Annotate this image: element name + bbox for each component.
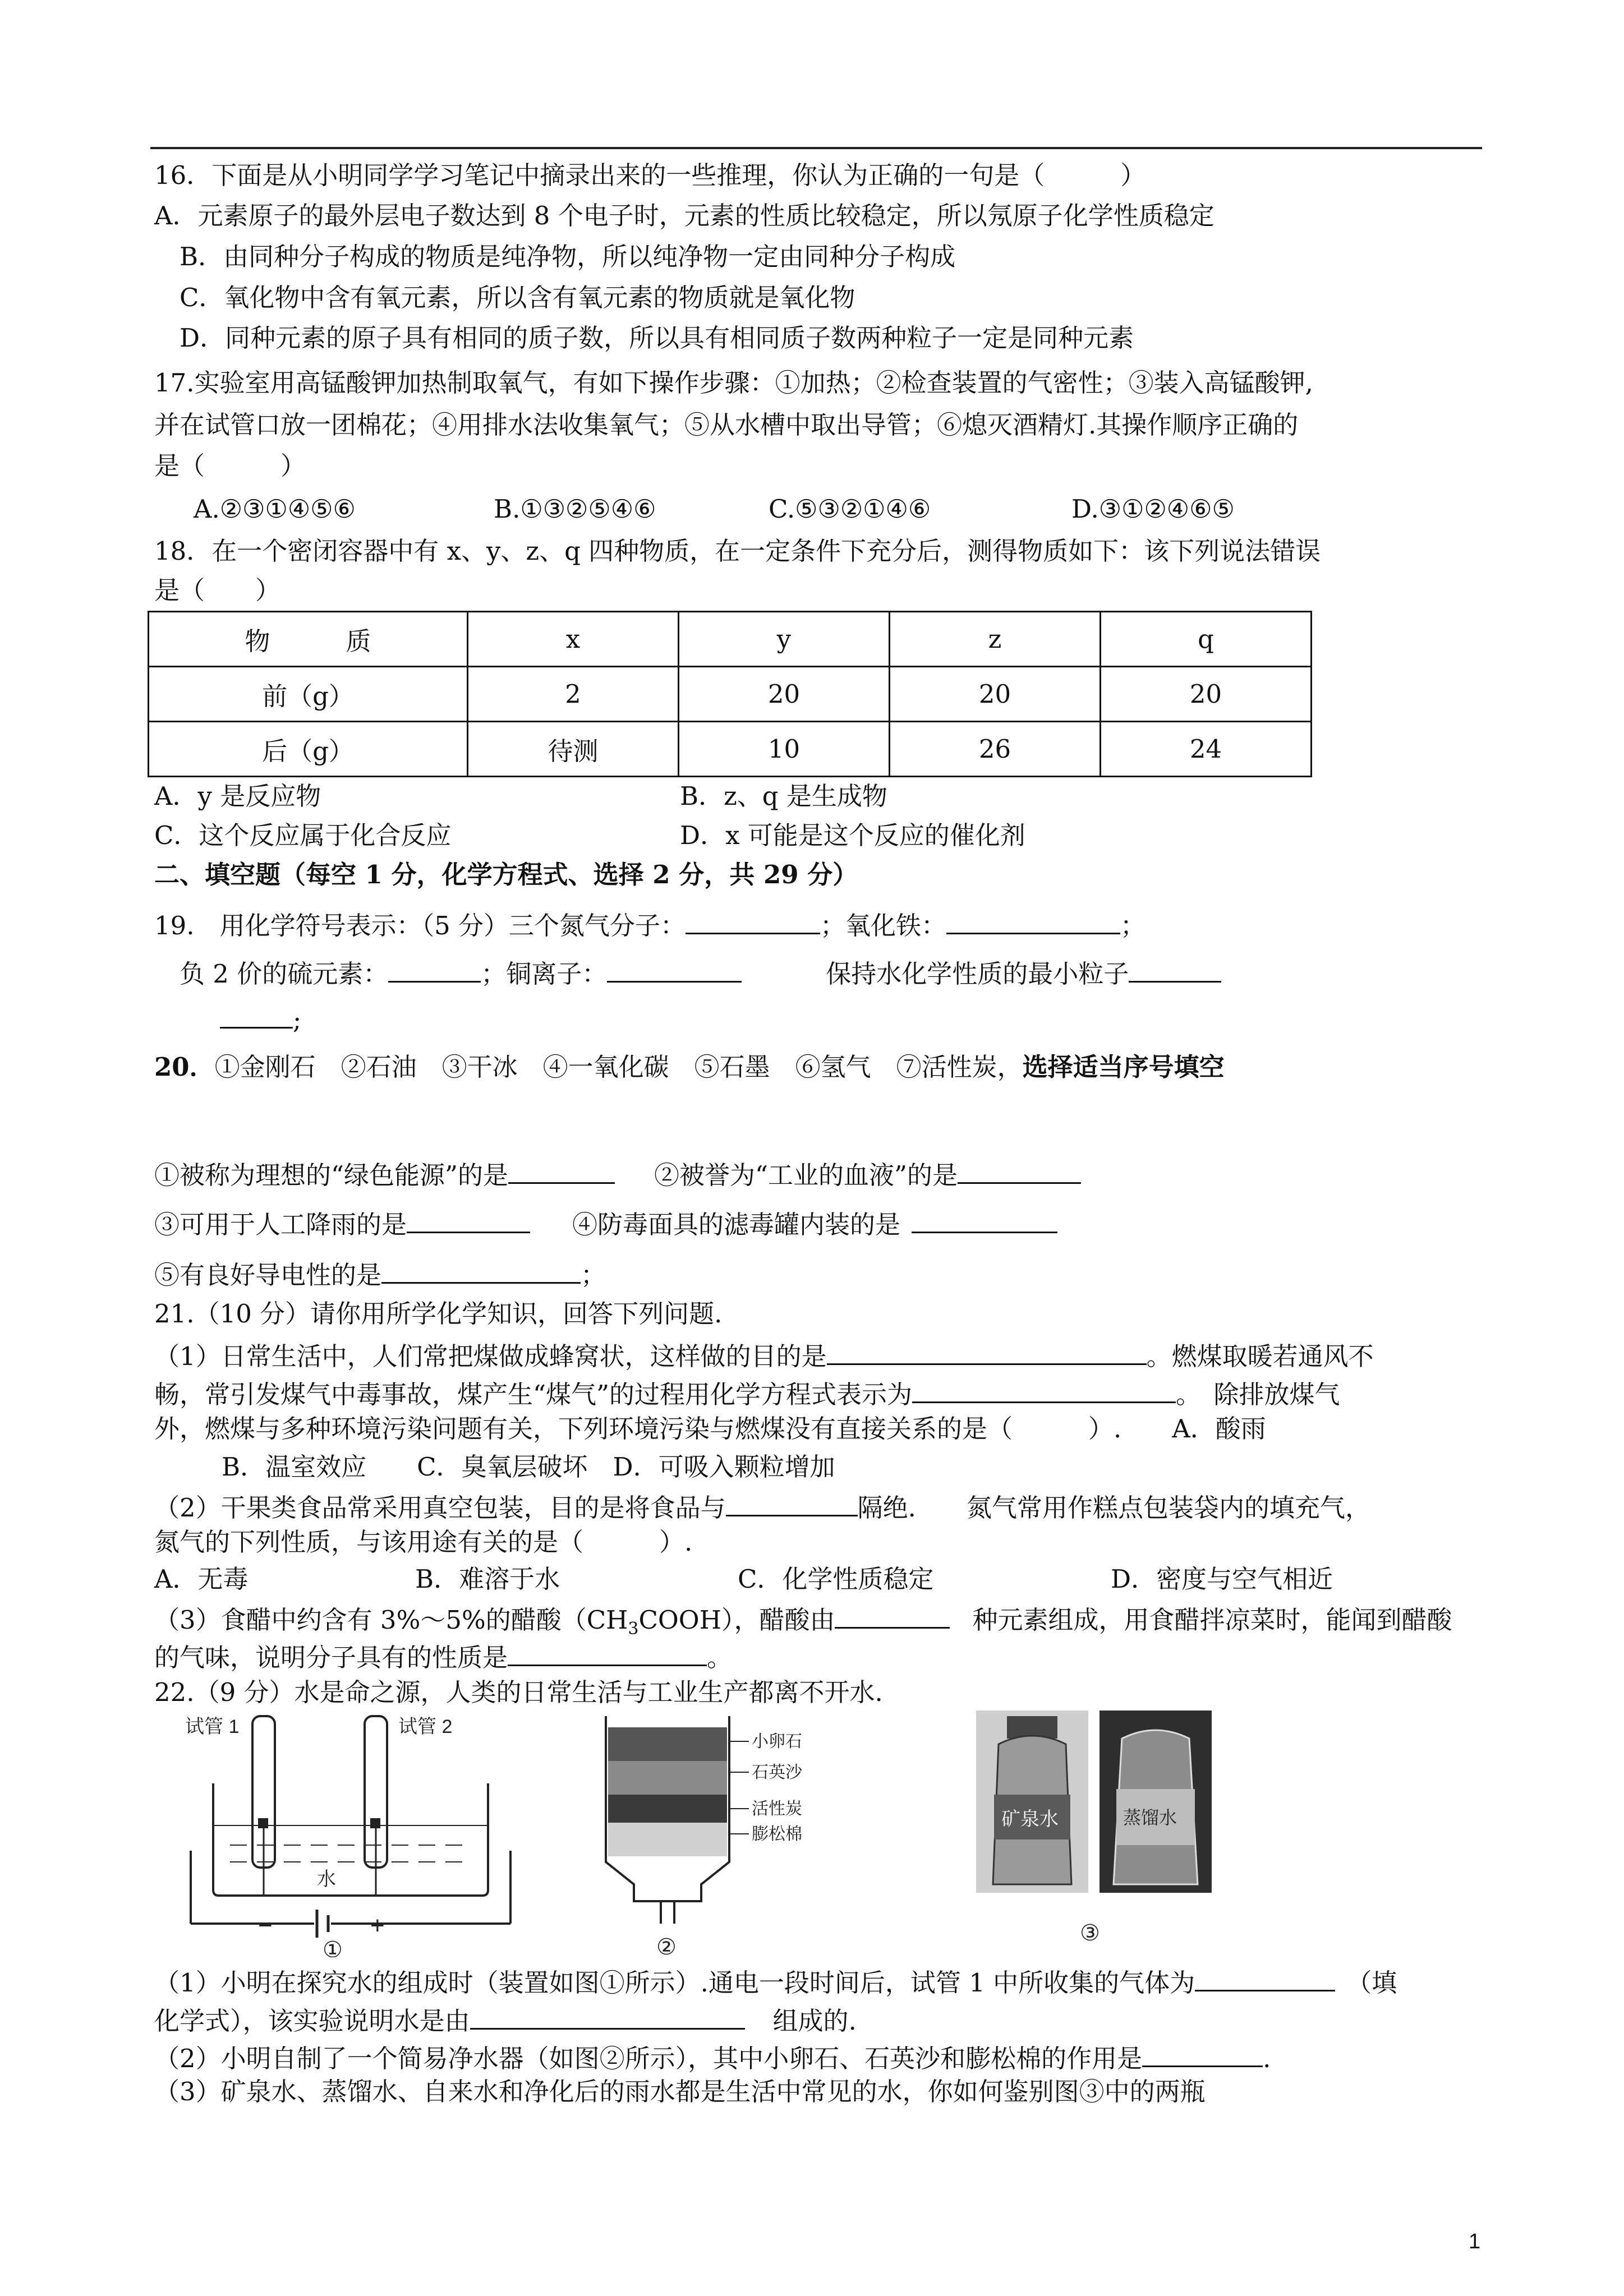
figure-3-label: ③ <box>1080 1921 1100 1945</box>
q22-line3 <box>154 2040 1271 2074</box>
q20-item-3: ③可用于人工降雨的是 <box>154 1210 407 1239</box>
q20-number: 20． <box>154 1052 215 1082</box>
q22-text: . <box>1263 2044 1271 2073</box>
q21-text: 种元素组成，用食醋拌凉菜时，能闻到醋酸 <box>972 1605 1452 1635</box>
answer-blank[interactable] <box>946 907 1120 934</box>
q19-text: ； <box>1120 911 1146 940</box>
figure-1-label: ① <box>323 1938 343 1957</box>
q20-item-2: ②被誉为“工业的血液”的是 <box>654 1160 958 1190</box>
q21-text: 隔绝. 氮气常用作糕点包装袋内的填充气， <box>857 1493 1370 1523</box>
q21-line9 <box>154 1639 732 1673</box>
q17-stem-line3: 是（ ） <box>154 451 306 481</box>
q21-text: 的气味，说明分子具有的性质是 <box>154 1643 508 1672</box>
answer-blank[interactable] <box>912 1206 1057 1233</box>
q22-text: （填 <box>1346 1968 1397 1998</box>
table-cell: 后（g） <box>149 722 468 777</box>
q20-text: ； <box>581 1260 606 1290</box>
q19-line3 <box>220 1001 301 1036</box>
table-cell: 2 <box>468 667 679 722</box>
q20-item-1: ①被称为理想的“绿色能源”的是 <box>154 1160 509 1190</box>
q21-line3: 外，燃煤与多种环境污染问题有关，下列环境污染与燃煤没有直接关系的是（ ）. A．酸雨 <box>154 1414 1266 1444</box>
q16-option-b: B．由同种分子构成的物质是纯净物，所以纯净物一定由同种分子构成 <box>180 242 956 271</box>
q21-option-b: B．难溶于水 <box>415 1564 560 1594</box>
q17-option-c: C.⑤③②①④⑥ <box>769 494 931 524</box>
pebble-layer <box>608 1727 727 1761</box>
water-label: 水 <box>317 1869 336 1890</box>
quartz-sand-layer <box>608 1761 727 1795</box>
q17-stem-line1: 17.实验室用高锰酸钾加热制取氧气，有如下操作步骤：①加热；②检查装置的气密性；③装入高锰酸钾, <box>154 368 1313 398</box>
q21-text: （1）日常生活中，人们常把煤做成蜂窝状，这样做的目的是 <box>154 1341 827 1371</box>
water-purifier-figure <box>595 1716 825 1957</box>
q21-line6: 氮气的下列性质，与该用途有关的是（ ）. <box>154 1527 693 1557</box>
q18-stem-line1: 18．在一个密闭容器中有 x、y、z、q 四种物质，在一定条件下充分后，测得物质如下：该下列说法错误 <box>154 536 1321 566</box>
q17-option-a: A.②③①④⑤⑥ <box>194 494 356 524</box>
q22-text: （2）小明自制了一个简易净水器（如图②所示），其中小卵石、石英沙和膨松棉的作用是 <box>154 2044 1143 2073</box>
q16-option-d: D．同种元素的原子具有相同的质子数，所以具有相同质子数两种粒子一定是同种元素 <box>180 323 1134 353</box>
cotton-layer <box>608 1823 727 1856</box>
answer-blank[interactable] <box>726 1489 858 1516</box>
answer-blank[interactable] <box>1142 2040 1263 2067</box>
q20-item-4: ④防毒面具的滤毒罐内装的是 <box>572 1210 901 1239</box>
table-cell: 24 <box>1101 722 1312 777</box>
q21-text: （3）食醋中约含有 3%～5%的醋酸（CH <box>154 1605 628 1635</box>
activated-carbon-label: 活性炭 <box>752 1800 802 1818</box>
q19-text: ；氧化铁： <box>820 911 947 940</box>
tube-1-label: 试管 1 <box>185 1716 240 1737</box>
answer-blank[interactable] <box>835 1601 950 1629</box>
answer-blank[interactable] <box>912 1376 1176 1403</box>
q16-stem: 16．下面是从小明同学学习笔记中摘录出来的一些推理，你认为正确的一句是（ ） <box>154 160 1146 190</box>
section-heading: 二、填空题（每空 1 分，化学方程式、选择 2 分，共 29 分） <box>154 860 858 889</box>
table-cell: 20 <box>890 667 1101 722</box>
answer-blank[interactable] <box>958 1156 1081 1184</box>
answer-blank[interactable] <box>508 1639 707 1666</box>
q21-text: 。 <box>707 1643 733 1672</box>
q18-data-table <box>148 611 1312 777</box>
q18-option-a: A．y 是反应物 <box>154 781 321 811</box>
q21-text: COOH），醋酸由 <box>638 1605 835 1635</box>
table-header-cell: x <box>468 612 679 667</box>
q18-option-d: D．x 可能是这个反应的催化剂 <box>680 820 1025 850</box>
answer-blank[interactable] <box>381 1256 581 1284</box>
q19-text: 19. 用化学符号表示：（5 分）三个氮气分子： <box>154 911 686 940</box>
q20-line2 <box>154 1156 1081 1191</box>
q18-stem-line2: 是（ ） <box>154 575 281 605</box>
table-header-cell: 物 质 <box>149 612 468 667</box>
q22-text: 组成的. <box>772 2006 857 2036</box>
figure-2-label: ② <box>656 1935 677 1957</box>
q20-line3 <box>154 1206 1057 1241</box>
page-number: 1 <box>1469 2230 1481 2253</box>
q19-text: ; <box>293 1005 302 1035</box>
q21-option-d: D．密度与空气相近 <box>1111 1564 1333 1594</box>
distilled-water-label: 蒸馏水 <box>1123 1807 1177 1828</box>
q22-line1 <box>154 1964 1397 1999</box>
q21-text: 。 除排放煤气 <box>1176 1380 1340 1409</box>
q21-line4: B．温室效应 C．臭氧层破坏 D．可吸入颗粒增加 <box>222 1452 835 1482</box>
q21-title: 21.（10 分）请你用所学化学知识，回答下列问题. <box>154 1299 723 1329</box>
answer-blank[interactable] <box>388 955 481 983</box>
table-header-cell: y <box>679 612 890 667</box>
q22-line2 <box>154 2002 857 2037</box>
table-cell: 26 <box>890 722 1101 777</box>
q21-line5 <box>154 1489 1370 1524</box>
header-rule <box>150 147 1482 149</box>
q21-text: （2）干果类食品常采用真空包装，目的是将食品与 <box>154 1493 726 1523</box>
cotton-label: 膨松棉 <box>752 1825 802 1843</box>
q21-subscript: 3 <box>628 1619 639 1639</box>
q18-option-b: B．z、q 是生成物 <box>680 781 887 811</box>
answer-blank[interactable] <box>470 2002 745 2030</box>
q21-option-c: C．化学性质稳定 <box>738 1564 934 1594</box>
table-cell: 20 <box>679 667 890 722</box>
answer-blank[interactable] <box>220 1001 293 1029</box>
table-row <box>149 722 1312 777</box>
q19-line1 <box>154 907 1145 942</box>
answer-blank[interactable] <box>827 1338 1147 1365</box>
pebble-label: 小卵石 <box>752 1732 802 1751</box>
activated-carbon-layer <box>608 1795 727 1823</box>
table-header-cell: q <box>1101 612 1312 667</box>
q20-line4 <box>154 1256 606 1291</box>
answer-blank[interactable] <box>686 907 820 934</box>
q17-option-b: B.①③②⑤④⑥ <box>494 494 656 524</box>
q17-option-d: D.③①②④⑥⑤ <box>1071 494 1235 524</box>
answer-blank[interactable] <box>1195 1964 1335 1991</box>
mineral-water-label: 矿泉水 <box>1001 1808 1059 1831</box>
q20-line1 <box>154 1052 1225 1083</box>
table-cell: 10 <box>679 722 890 777</box>
q21-text: 畅，常引发煤气中毒事故，煤产生“煤气”的过程用化学方程式表示为 <box>154 1380 913 1409</box>
q21-line2 <box>154 1376 1340 1410</box>
q18-option-c: C．这个反应属于化合反应 <box>154 820 452 850</box>
q19-text: 保持水化学性质的最小粒子 <box>826 959 1129 989</box>
table-header-row <box>149 612 1312 667</box>
water-bottles-photo <box>976 1705 1324 1954</box>
q21-option-a: A．无毒 <box>154 1564 249 1594</box>
water-trough <box>213 1783 488 1896</box>
q21-text: 。燃煤取暖若通风不 <box>1146 1341 1374 1371</box>
answer-blank[interactable] <box>407 1206 530 1233</box>
table-row <box>149 667 1312 722</box>
q22-text: 化学式），该实验说明水是由 <box>154 2006 470 2036</box>
q16-option-a: A．元素原子的最外层电子数达到 8 个电子时，元素的性质比较稳定，所以氖原子化学性质稳定 <box>154 201 1214 230</box>
q16-option-c: C．氧化物中含有氧元素，所以含有氧元素的物质就是氧化物 <box>180 283 855 312</box>
electrolysis-figure <box>185 1711 527 1957</box>
q22-text: （1）小明在探究水的组成时（装置如图①所示）.通电一段时间后，试管 1 中所收集的气体为 <box>154 1968 1195 1998</box>
q20-item-5: ⑤有良好导电性的是 <box>154 1260 382 1290</box>
answer-blank[interactable] <box>607 955 742 983</box>
q19-line2 <box>180 955 1221 990</box>
q20-items: ①金刚石 ②石油 ③干冰 ④一氧化碳 ⑤石墨 ⑥氢气 ⑦活性炭， <box>214 1052 1023 1082</box>
minus-sign: − <box>258 1912 273 1939</box>
quartz-sand-label: 石英沙 <box>752 1763 802 1782</box>
tube-2-label: 试管 2 <box>398 1716 453 1737</box>
q22-line4: （3）矿泉水、蒸馏水、自来水和净化后的雨水都是生活中常见的水，你如何鉴别图③中的两瓶 <box>154 2077 1206 2106</box>
answer-blank[interactable] <box>508 1156 615 1184</box>
answer-blank[interactable] <box>1129 955 1221 983</box>
q19-text: ；铜离子： <box>481 959 608 989</box>
table-cell: 待测 <box>468 722 679 777</box>
q20-instruction: 选择适当序号填空 <box>1022 1052 1225 1082</box>
table-cell: 20 <box>1101 667 1312 722</box>
table-cell: 前（g） <box>149 667 468 722</box>
q22-title: 22.（9 分）水是命之源，人类的日常生活与工业生产都离不开水. <box>154 1677 883 1707</box>
q19-text: 负 2 价的硫元素： <box>180 959 389 989</box>
table-header-cell: z <box>890 612 1101 667</box>
plus-sign: + <box>370 1912 385 1939</box>
q21-line1 <box>154 1338 1374 1372</box>
q17-stem-line2: 并在试管口放一团棉花；④用排水法收集氧气；⑤从水槽中取出导管；⑥熄灭酒精灯.其操作顺序正确的 <box>154 410 1299 440</box>
